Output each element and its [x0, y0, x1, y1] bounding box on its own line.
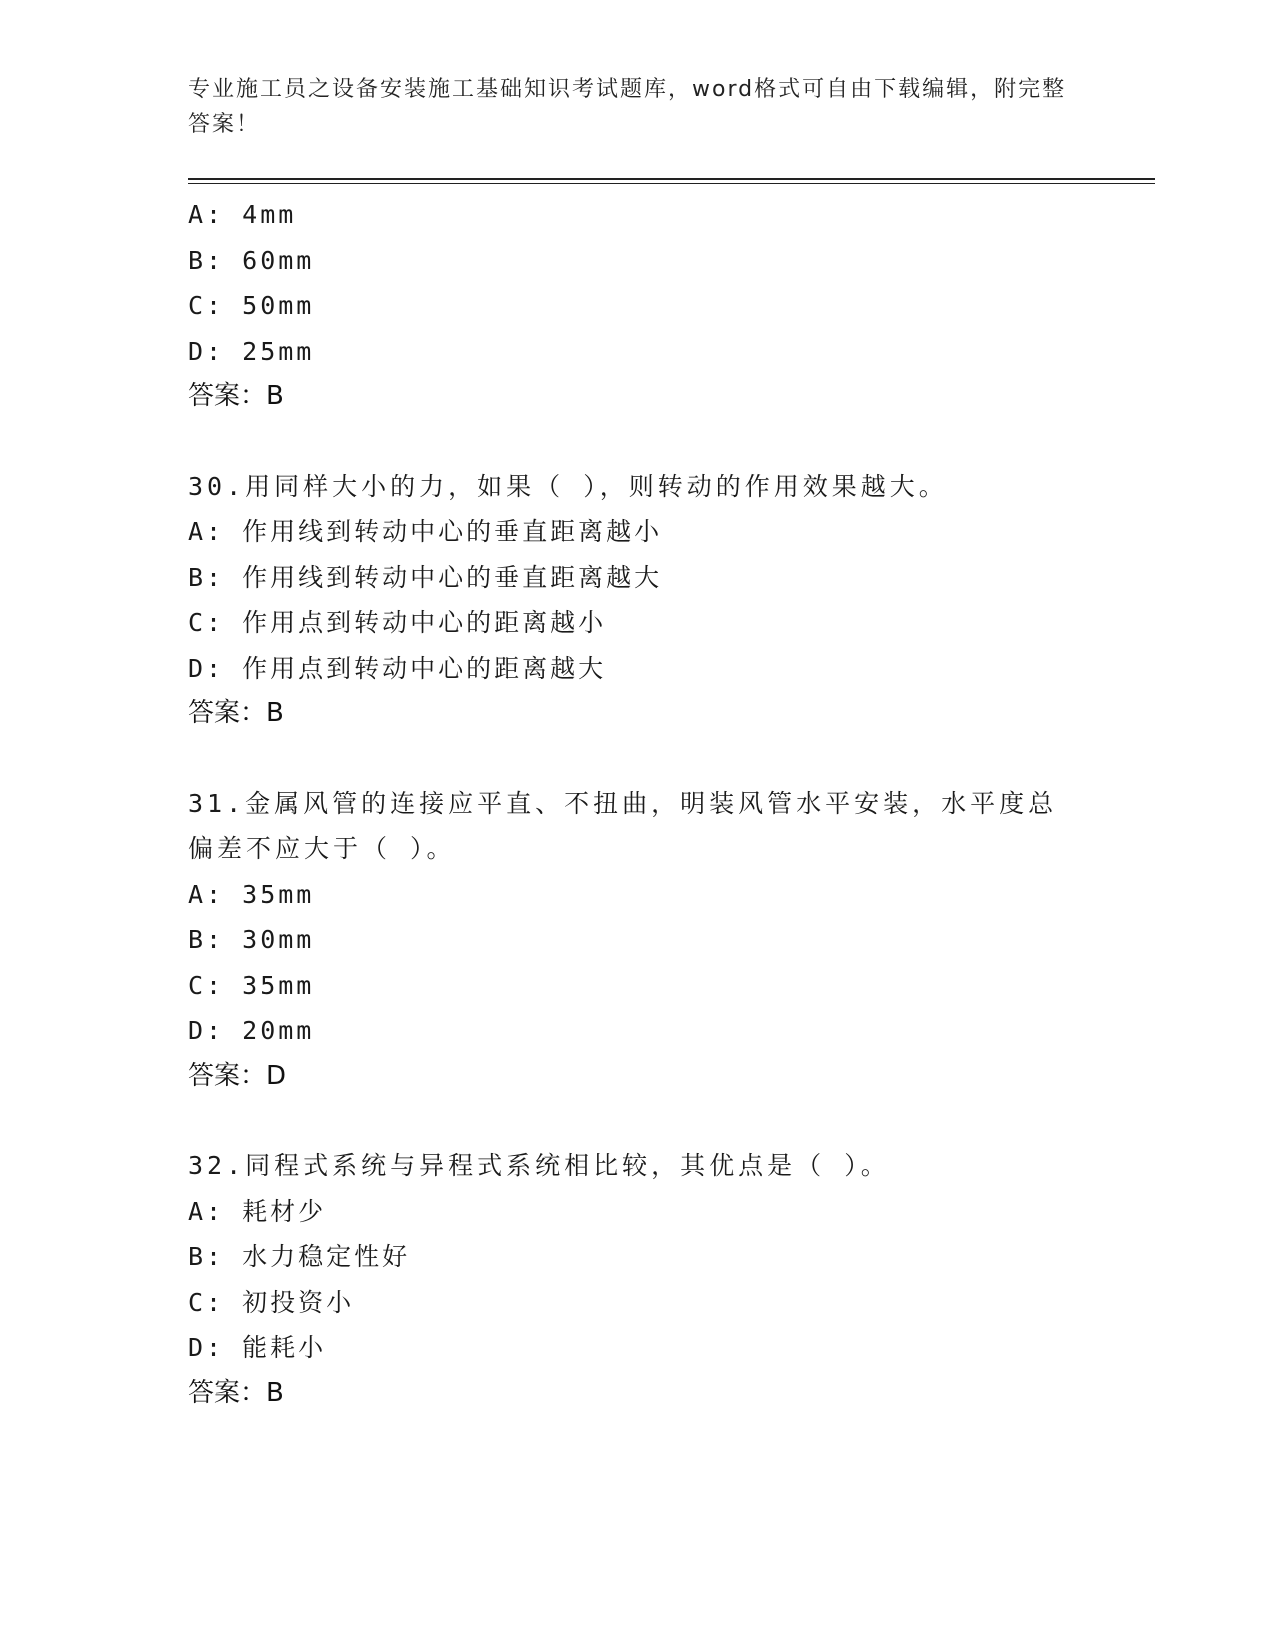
question-block-31 — [188, 781, 1088, 1100]
answer-line: 答案：B — [188, 1377, 284, 1408]
option-d: D: 25mm — [188, 336, 315, 366]
spacer — [188, 1099, 1088, 1143]
option-a: A: 作用线到转动中心的垂直距离越小 — [188, 517, 663, 546]
option-a: A: 35mm — [188, 879, 315, 909]
option-c: C: 初投资小 — [188, 1287, 355, 1317]
answer-line: 答案：D — [188, 1060, 287, 1091]
option-a: A: 耗材少 — [188, 1196, 327, 1226]
question-list — [188, 192, 1088, 1416]
option-c: C: 作用点到转动中心的距离越小 — [188, 608, 607, 637]
option-b: B: 30mm — [188, 925, 315, 954]
question-stem: 31.金属风管的连接应平直、不扭曲，明装风管水平安装，水平度总偏差不应大于（ ）。 — [188, 788, 1058, 863]
answer-line: 答案：B — [188, 381, 284, 411]
option-c: C: 50mm — [188, 291, 315, 320]
header-divider — [188, 178, 1155, 180]
option-d: D: 20mm — [188, 1016, 315, 1045]
option-a: A: 4mm — [188, 200, 297, 229]
option-b: B: 作用线到转动中心的垂直距离越大 — [188, 562, 663, 592]
option-b: B: 水力稳定性好 — [188, 1242, 411, 1271]
option-d: D: 作用点到转动中心的距离越大 — [188, 653, 607, 683]
answer-line: 答案：B — [188, 698, 284, 728]
question-block-32 — [188, 1143, 1088, 1416]
spacer — [188, 737, 1088, 781]
option-d: D: 能耗小 — [188, 1333, 327, 1362]
option-c: C: 35mm — [188, 970, 315, 1000]
question-stem: 32.同程式系统与异程式系统相比较，其优点是（ ）。 — [188, 1151, 890, 1180]
option-b: B: 60mm — [188, 245, 315, 275]
question-block-partial — [188, 192, 1088, 420]
page-header: 专业施工员之设备安装施工基础知识考试题库，word格式可自由下载编辑，附完整答案！ — [188, 77, 1067, 137]
question-stem: 30.用同样大小的力，如果（ ），则转动的作用效果越大。 — [188, 471, 948, 501]
header-divider-thin — [188, 183, 1155, 184]
question-block-30 — [188, 464, 1088, 737]
spacer — [188, 420, 1088, 464]
